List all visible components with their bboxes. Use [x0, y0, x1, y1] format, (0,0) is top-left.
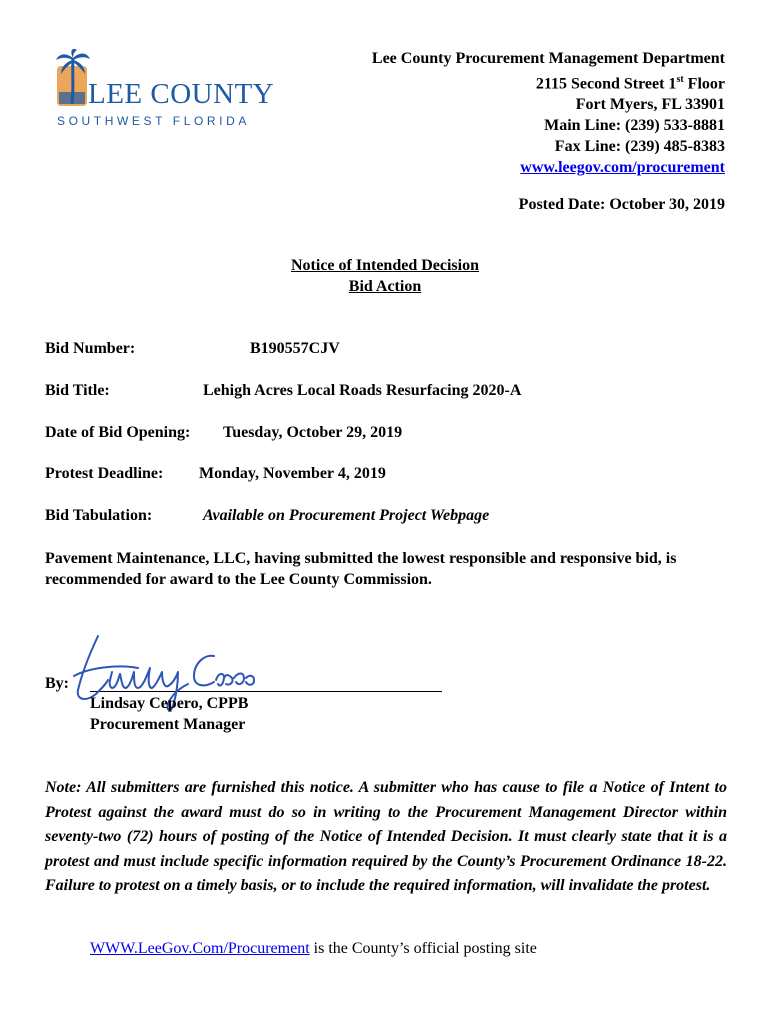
recommendation-text: Pavement Maintenance, LLC, having submitted the lowest responsible and responsive bid, is recommended for award to the Lee County Commission.: [45, 550, 677, 588]
department-name: Lee County Procurement Management Department: [371, 50, 725, 67]
notice-subtitle: Bid Action: [348, 278, 422, 295]
footer-procurement-link[interactable]: WWW.LeeGov.Com/Procurement: [90, 940, 310, 957]
footer-posting-site: [90, 940, 537, 958]
palm-tree-icon: [55, 48, 91, 110]
main-phone: Main Line: (239) 533-8881: [544, 117, 725, 135]
protest-note: Note: All submitters are furnished this notice. A submitter who has cause to file a Notice of Intent to Protest against the award must do so in writing to the Procurement Management Director within seventy-two (72) hours of posting of the Notice of Intended Decision. It must clearly state that it is a protest and must include specific information required by the County’s Procurement Ordinance 18-22. Failure to protest on a timely basis, or to include the required information, will invalidate the protest.: [45, 779, 727, 894]
bid-opening-label: Date of Bid Opening:: [45, 424, 191, 441]
protest-deadline-label: Protest Deadline:: [45, 465, 164, 482]
fax-number: Fax Line: (239) 485-8383: [554, 138, 725, 156]
footer-text: is the County’s official posting site: [309, 940, 537, 957]
bid-title-value: Lehigh Acres Local Roads Resurfacing 2020-A: [203, 382, 522, 399]
bid-tabulation-label: Bid Tabulation:: [45, 507, 153, 524]
bid-number-label: Bid Number:: [45, 340, 136, 357]
logo-wordmark: LEE COUNTY: [88, 78, 275, 110]
address-block: [372, 48, 725, 178]
signer-title: Procurement Manager: [90, 716, 246, 733]
posted-date: Posted Date: October 30, 2019: [518, 196, 725, 213]
website-link[interactable]: www.leegov.com/procurement: [520, 159, 725, 177]
bid-opening-value: Tuesday, October 29, 2019: [223, 424, 403, 441]
city-state-zip: Fort Myers, FL 33901: [575, 96, 725, 114]
lee-county-logo: [55, 48, 275, 130]
bid-tabulation-value: Available on Procurement Project Webpage: [203, 507, 490, 524]
notice-title: Notice of Intended Decision: [291, 257, 479, 274]
logo-tagline: SOUTHWEST FLORIDA: [57, 114, 250, 128]
protest-deadline-value: Monday, November 4, 2019: [199, 465, 386, 482]
by-label: By:: [45, 675, 69, 692]
signer-name: Lindsay Cepero, CPPB: [90, 695, 249, 712]
bid-title-label: Bid Title:: [45, 382, 110, 399]
street-address: 2115 Second Street 1st Floor: [535, 74, 725, 93]
bid-number-value: B190557CJV: [250, 340, 340, 357]
